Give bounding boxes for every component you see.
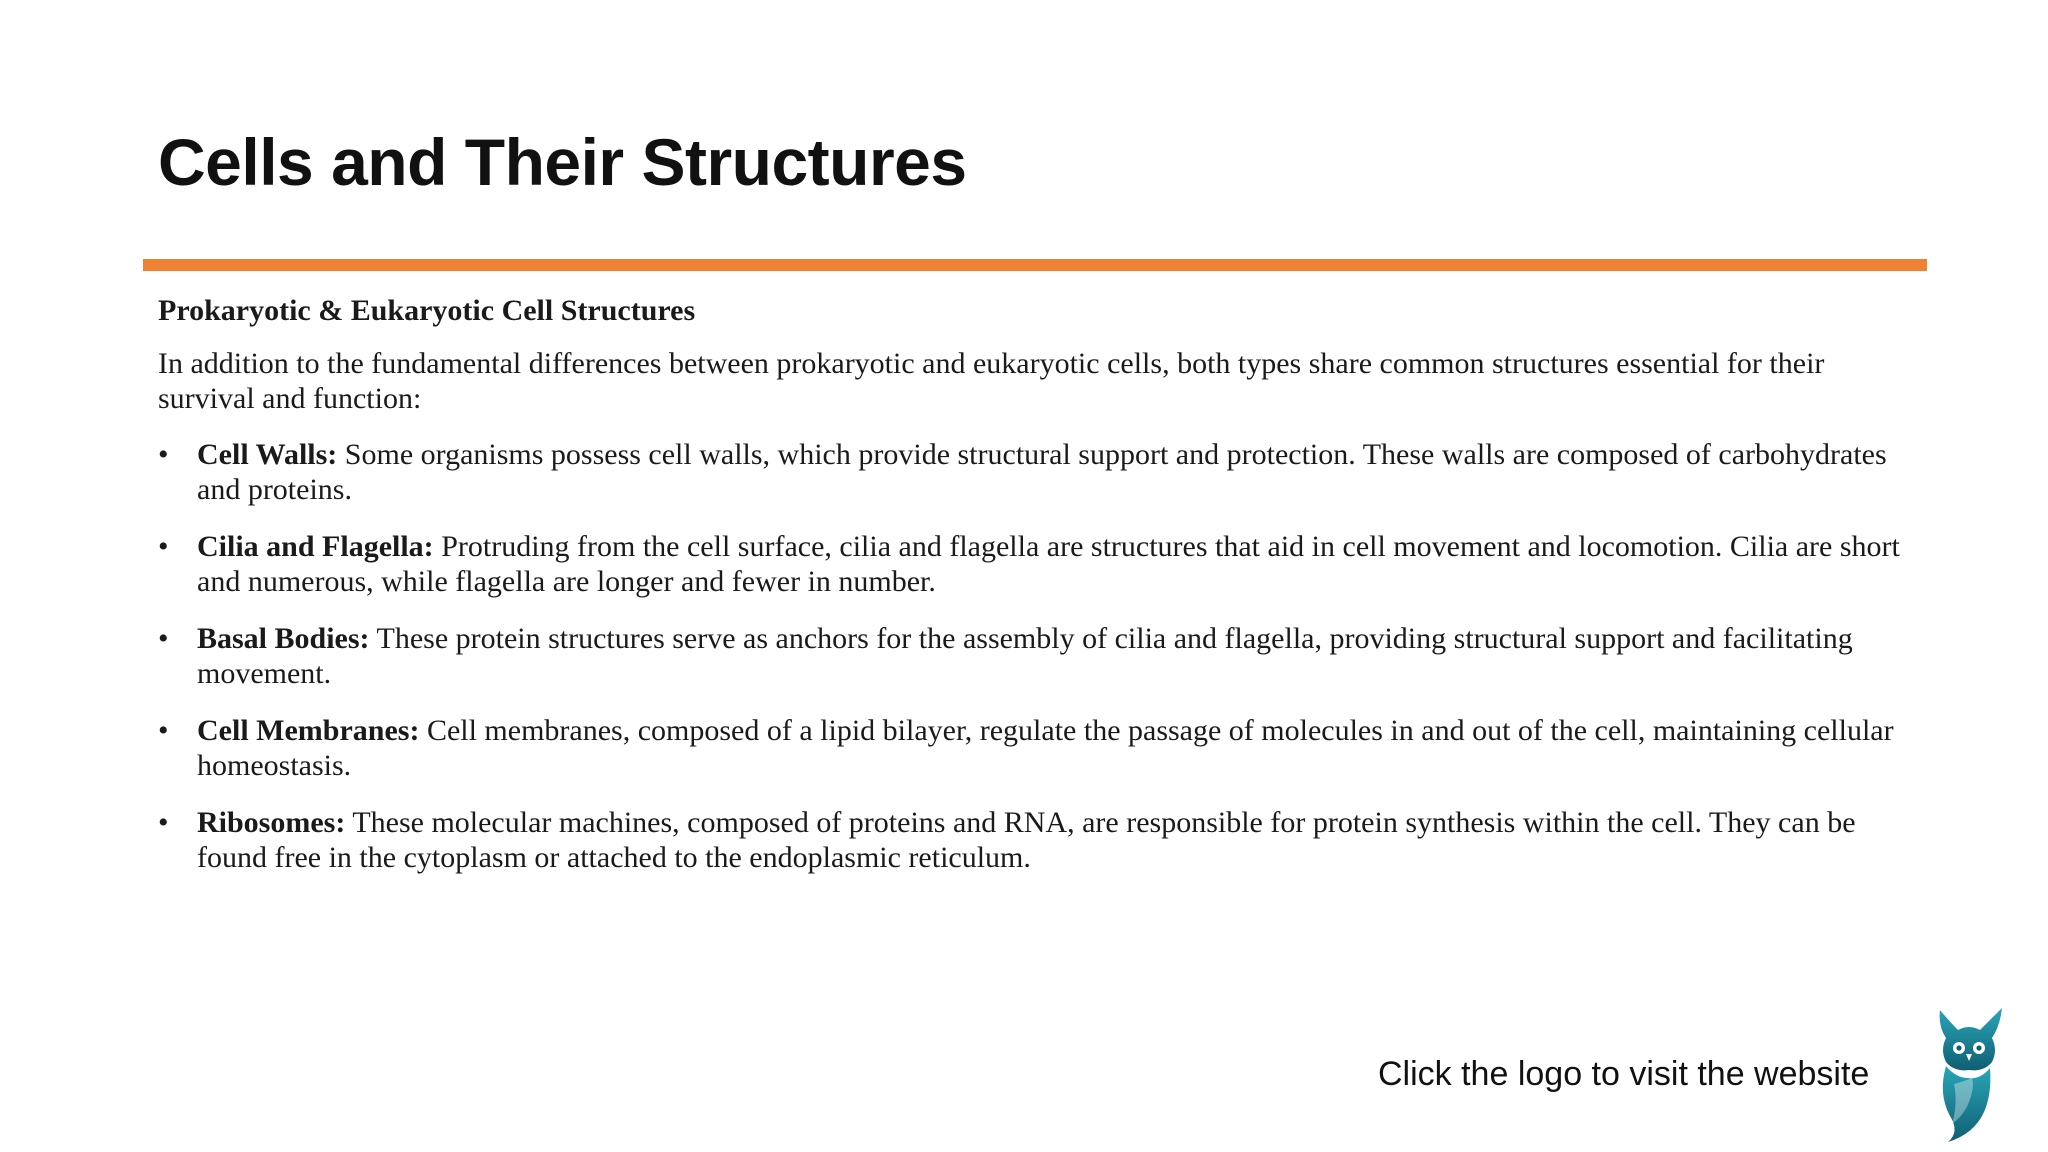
bullet-term: Cell Walls: xyxy=(197,438,338,471)
bullet-text: Cell membranes, composed of a lipid bilayer, regulate the passage of molecules in and out of the cell, maintaining cellular homeostasis. xyxy=(197,714,1894,782)
bullet-icon: • xyxy=(158,438,169,471)
slide-title: Cells and Their Structures xyxy=(158,125,967,199)
section-subheading: Prokaryotic & Eukaryotic Cell Structures xyxy=(158,294,696,327)
list-item-basal-bodies xyxy=(158,621,1918,691)
bullet-icon: • xyxy=(158,714,169,747)
owl-logo-icon[interactable] xyxy=(1928,1004,2010,1142)
title-divider xyxy=(143,259,1927,271)
list-item-cell-membranes xyxy=(158,713,1918,783)
bullet-term: Basal Bodies: xyxy=(197,622,370,655)
bullet-term: Ribosomes: xyxy=(197,806,346,839)
bullet-text: These molecular machines, composed of proteins and RNA, are responsible for protein synthesis within the cell. They can be found free in the cytoplasm or attached to the endoplasmic reticulum. xyxy=(197,806,1856,874)
list-item-cilia-flagella xyxy=(158,529,1918,599)
bullet-icon: • xyxy=(158,806,169,839)
bullet-text: Protruding from the cell surface, cilia and flagella are structures that aid in cell movement and locomotion. Cilia are short and numerous, while flagella are longer and fewer in number. xyxy=(197,530,1900,598)
list-item-cell-walls xyxy=(158,437,1918,507)
footer-caption: Click the logo to visit the website xyxy=(1378,1055,1870,1093)
slide-body xyxy=(158,293,1918,897)
bullet-text: Some organisms possess cell walls, which provide structural support and protection. These walls are composed of carbohydrates and proteins. xyxy=(197,438,1887,506)
intro-paragraph: In addition to the fundamental differences between prokaryotic and eukaryotic cells, both types share common structures essential for their survival and function: xyxy=(158,347,1825,415)
structure-list xyxy=(158,437,1918,875)
bullet-icon: • xyxy=(158,530,169,563)
list-item-ribosomes xyxy=(158,805,1918,875)
bullet-icon: • xyxy=(158,622,169,655)
bullet-term: Cell Membranes: xyxy=(197,714,420,747)
bullet-text: These protein structures serve as anchors for the assembly of cilia and flagella, providing structural support and facilitating movement. xyxy=(197,622,1853,690)
bullet-term: Cilia and Flagella: xyxy=(197,530,434,563)
